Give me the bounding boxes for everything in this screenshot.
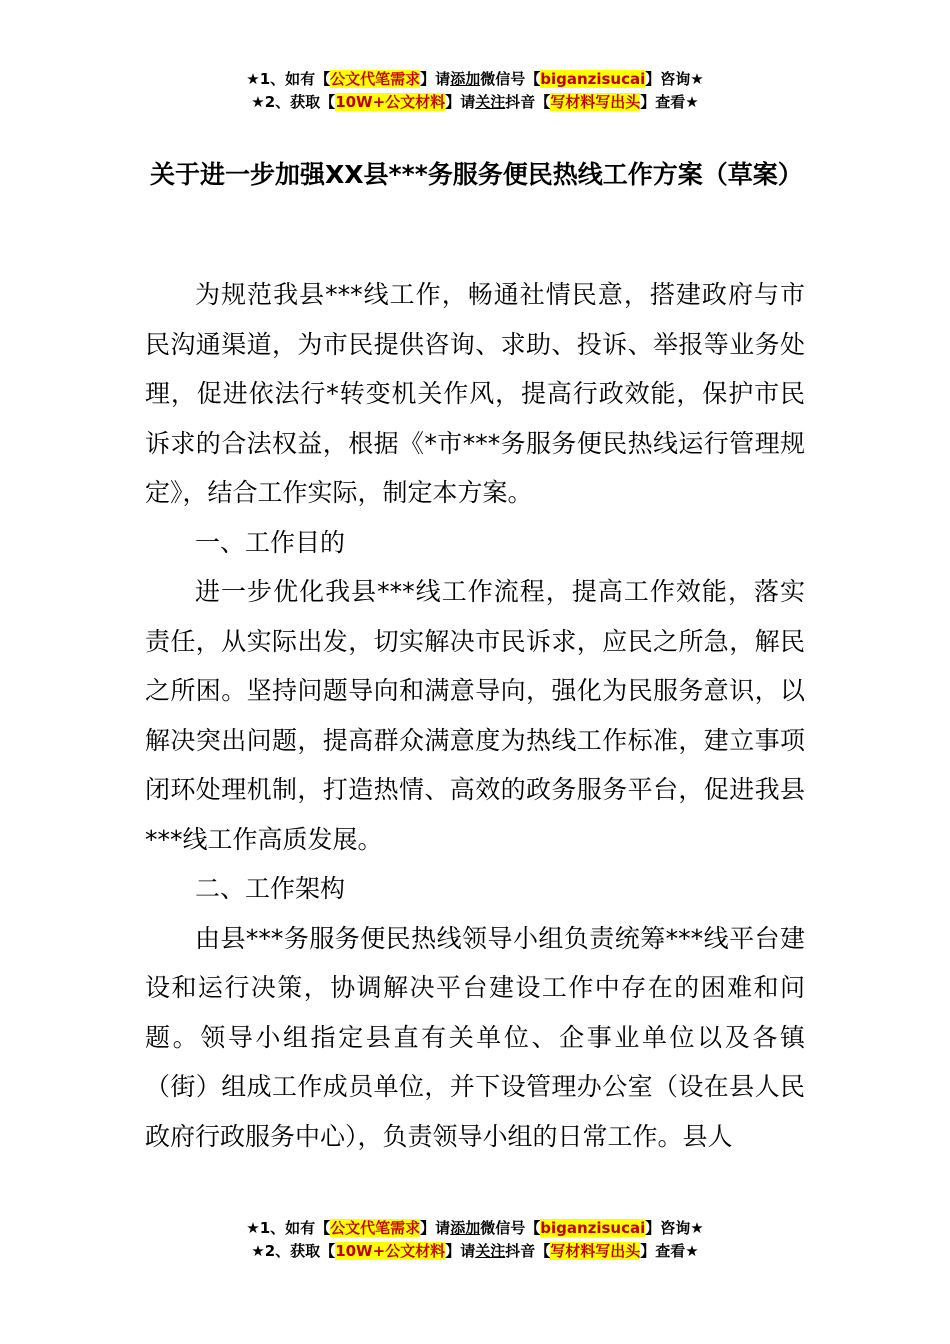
document-title: 关于进一步加强XX县***务服务便民热线工作方案（草案） [150, 160, 803, 189]
footer-banner-line-2: ★2、获取【10W+公文材料】请关注抖音【写材料写出头】查看★ [251, 1242, 699, 1260]
banner-highlight-wechat: biganzisucai [540, 70, 646, 88]
paragraph-work-purpose: 进一步优化我县***线工作流程，提高工作效能，落实责任，从实际出发，切实解决市民诉求，应民之所急，解民之所困。坚持问题导向和满意导向，强化为民服务意识，以解决突出问题，提高群众满意度为热线工作标准，建立事项闭环处理机制，打造热情、高效的政务服务平台，促进我县***线工作高质发展。 [145, 577, 805, 854]
banner-highlight-materials: 10W+公文材料 [335, 93, 446, 111]
header-banner [0, 68, 950, 114]
document-body [145, 270, 805, 1161]
footer-highlight-douyin: 写材料写出头 [550, 1242, 641, 1260]
banner-line-1: ★1、如有【公文代笔需求】请添加微信号【biganzisucai】咨询★ [246, 70, 704, 88]
banner-highlight-douyin: 写材料写出头 [550, 93, 641, 111]
footer-banner-line-1: ★1、如有【公文代笔需求】请添加微信号【biganzisucai】咨询★ [246, 1219, 704, 1237]
heading-work-structure: 二、工作架构 [195, 874, 346, 903]
heading-work-purpose: 一、工作目的 [195, 527, 346, 557]
footer-highlight-materials: 10W+公文材料 [335, 1242, 446, 1260]
paragraph-work-structure: 由县***务服务便民热线领导小组负责统筹***线平台建设和运行决策，协调解决平台建设工作中存在的困难和问题。领导小组指定县直有关单位、企事业单位以及各镇（街）组成工作成员单位，并下设管理办公室（设在县人民政府行政服务中心），负责领导小组的日常工作。县人 [145, 923, 805, 1151]
footer-highlight-wechat: biganzisucai [540, 1219, 646, 1237]
footer-banner [0, 1217, 950, 1263]
footer-highlight-service: 公文代笔需求 [330, 1219, 421, 1237]
paragraph-intro: 为规范我县***线工作，畅通社情民意，搭建政府与市民沟通渠道，为市民提供咨询、求助、投诉、举报等业务处理，促进依法行*转变机关作风，提高行政效能，保护市民诉求的合法权益，根据《*市***务服务便民热线运行管理规定》，结合工作实际，制定本方案。 [145, 280, 805, 507]
banner-line-2: ★2、获取【10W+公文材料】请关注抖音【写材料写出头】查看★ [251, 93, 699, 111]
banner-highlight-service: 公文代笔需求 [330, 70, 421, 88]
